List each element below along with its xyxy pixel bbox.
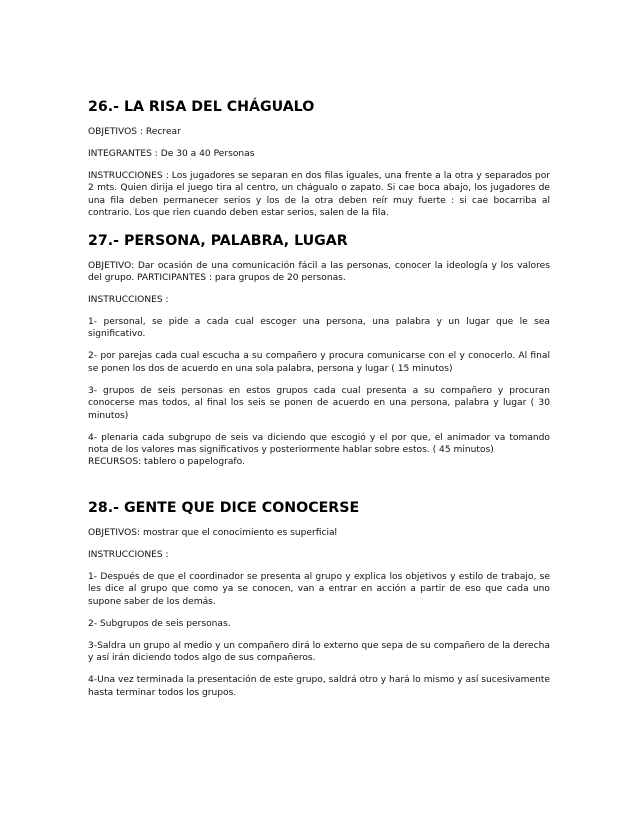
section-26-title: 26.- LA RISA DEL CHÁGUALO [88, 99, 315, 115]
section-27-step-2: 2- por parejas cada cual escucha a su compañero y procura comunicarse con el y conocerlo. Al final se ponen los dos de acuerdo en una sola palabra, persona y lugar ( 15 minutos) [88, 351, 550, 374]
section-26-integrantes: INTEGRANTES : De 30 a 40 Personas [88, 149, 255, 159]
section-27-instrucciones-label: INSTRUCCIONES : [88, 295, 169, 306]
document-body [88, 98, 550, 709]
section-28-step-4: 4-Una vez terminada la presentación de este grupo, saldrá otro y hará lo mismo y así sucesivamente hasta terminar todos los grupos. [88, 675, 550, 698]
section-27-title: 27.- PERSONA, PALABRA, LUGAR [88, 232, 348, 249]
section-27-step-3: 3- grupos de seis personas en estos grupos cada cual presenta a su compañero y procuran conocerse mas todos, al final los seis se ponen de acuerdo en una persona, palabra y lugar ( 30 minutos) [88, 385, 550, 421]
section-28-title: 28.- GENTE QUE DICE CONOCERSE [88, 499, 360, 516]
section-28-instrucciones-label: INSTRUCCIONES : [88, 549, 169, 560]
section-28-step-2: 2- Subgrupos de seis personas. [88, 618, 231, 629]
section-28-step-3: 3-Saldra un grupo al medio y un compañero dirá lo externo que sepa de su compañero de la derecha y así irán diciendo todos algo de sus compañeros. [88, 640, 550, 664]
section-26-objetivos: OBJETIVOS : Recrear [88, 127, 181, 137]
section-27-step-1: 1- personal, se pide a cada cual escoger una persona, una palabra y un lugar que le sea significativo. [88, 317, 550, 340]
section-27-recursos: RECURSOS: tablero o papelografo. [88, 457, 245, 468]
section-28-objetivos: OBJETIVOS: mostrar que el conocimiento es superficial [88, 527, 338, 538]
section-28-step-1: 1- Después de que el coordinador se presenta al grupo y explica los objetivos y estilo de trabajo, se les dice al grupo que como ya se conocen, van a entrar en acción a partir de eso que cada uno supone saber de los demás. [88, 571, 550, 607]
section-26-instrucciones: INSTRUCCIONES : Los jugadores se separan en dos filas iguales, una frente a la otra y separados por 2 mts. Quien dirija el juego tira al centro, un chágualo o zapato. Si cae boca abajo, los jugadores de una fila deben permanecer serios y los de la otra deben reír muy fuerte : si cae bocarriba al contrario. Los que rien cuando deben estar serios, salen de la fila. [88, 171, 550, 219]
section-27-step-4: 4- plenaria cada subgrupo de seis va diciendo que escogió y el por que, el animador va tomando nota de los valores mas significativos y posteriormente hablar sobre estos. ( 45 minutos) [88, 432, 550, 456]
section-27-objetivo: OBJETIVO: Dar ocasión de una comunicación fácil a las personas, conocer la ideología y los valores del grupo. PARTICIPANTES : para grupos de 20 personas. [88, 260, 550, 284]
